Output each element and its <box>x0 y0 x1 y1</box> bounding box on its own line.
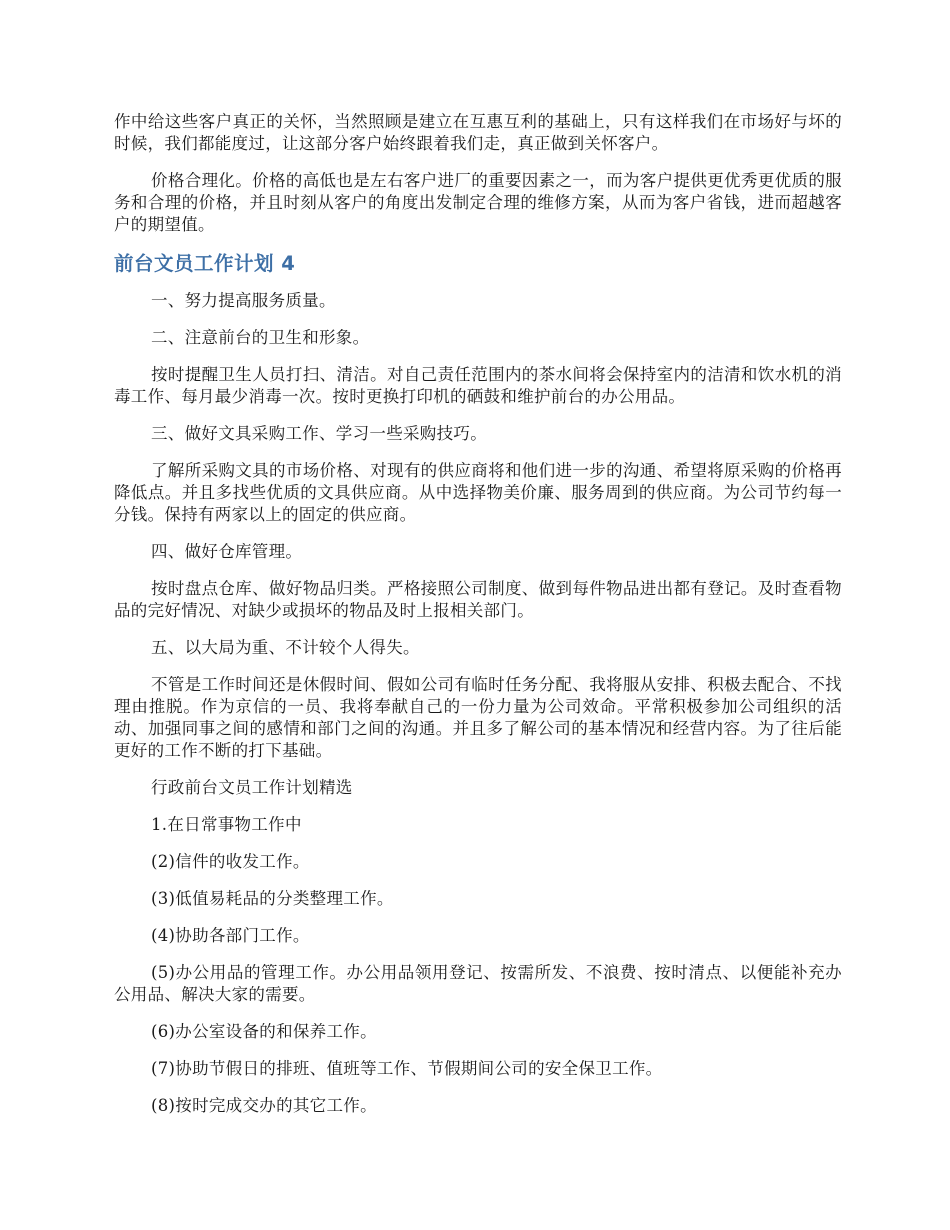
list-item: (8)按时完成交办的其它工作。 <box>151 1096 377 1115</box>
paragraph-subtitle: 行政前台文员工作计划精选 <box>151 778 353 797</box>
paragraph-pricing: 价格合理化。价格的高低也是左右客户进厂的重要因素之一，而为客户提供更优秀更优质的服务和合理的价格，并且时刻从客户的角度出发制定合理的维修方案，从而为客户省钱，进而超越客户的期望值。 <box>114 171 842 234</box>
paragraph-item: 一、努力提高服务质量。 <box>151 291 336 310</box>
paragraph-body: 按时提醒卫生人员打扫、清洁。对自己责任范围内的茶水间将会保持室内的洁清和饮水机的消毒工作、每月最少消毒一次。按时更换打印机的硒鼓和维护前台的办公用品。 <box>114 365 842 406</box>
list-item: (7)协助节假日的排班、值班等工作、节假期间公司的安全保卫工作。 <box>151 1059 663 1078</box>
list-item: (2)信件的收发工作。 <box>151 852 310 871</box>
list-item: (4)协助各部门工作。 <box>151 926 310 945</box>
list-item: 1.在日常事物工作中 <box>151 815 302 834</box>
list-item: (3)低值易耗品的分类整理工作。 <box>151 889 394 908</box>
paragraph-body: 了解所采购文具的市场价格、对现有的供应商将和他们进一步的沟通、希望将原采购的价格再降低点。并且多找些优质的文具供应商。从中选择物美价廉、服务周到的供应商。为公司节约每一分钱。保持有两家以上的固定的供应商。 <box>114 461 842 524</box>
paragraph-item: 四、做好仓库管理。 <box>151 542 303 561</box>
paragraph-item: 二、注意前台的卫生和形象。 <box>151 328 370 347</box>
list-item: (5)办公用品的管理工作。办公用品领用登记、按需所发、不浪费、按时清点、以便能补充办公用品、解决大家的需要。 <box>114 963 842 1004</box>
paragraph-body: 按时盘点仓库、做好物品归类。严格接照公司制度、做到每件物品进出都有登记。及时查看物品的完好情况、对缺少或损坏的物品及时上报相关部门。 <box>114 579 842 620</box>
list-item: (6)办公室设备的和保养工作。 <box>151 1022 377 1041</box>
section-heading: 前台文员工作计划 4 <box>114 252 296 275</box>
paragraph-item: 五、以大局为重、不计较个人得失。 <box>151 638 420 657</box>
paragraph-continued: 作中给这些客户真正的关怀，当然照顾是建立在互惠互利的基础上，只有这样我们在市场好与坏的时候，我们都能度过，让这部分客户始终跟着我们走，真正做到关怀客户。 <box>114 112 842 153</box>
paragraph-body: 不管是工作时间还是休假时间、假如公司有临时任务分配、我将服从安排、积极去配合、不找理由推脱。作为京信的一员、我将奉献自己的一份力量为公司效命。平常积极参加公司组织的活动、加强同事之间的感情和部门之间的沟通。并且多了解公司的基本情况和经营内容。为了往后能更好的工作不断的打下基础。 <box>114 675 842 760</box>
document-page <box>114 111 842 1132</box>
paragraph-item: 三、做好文具采购工作、学习一些采购技巧。 <box>151 424 487 443</box>
